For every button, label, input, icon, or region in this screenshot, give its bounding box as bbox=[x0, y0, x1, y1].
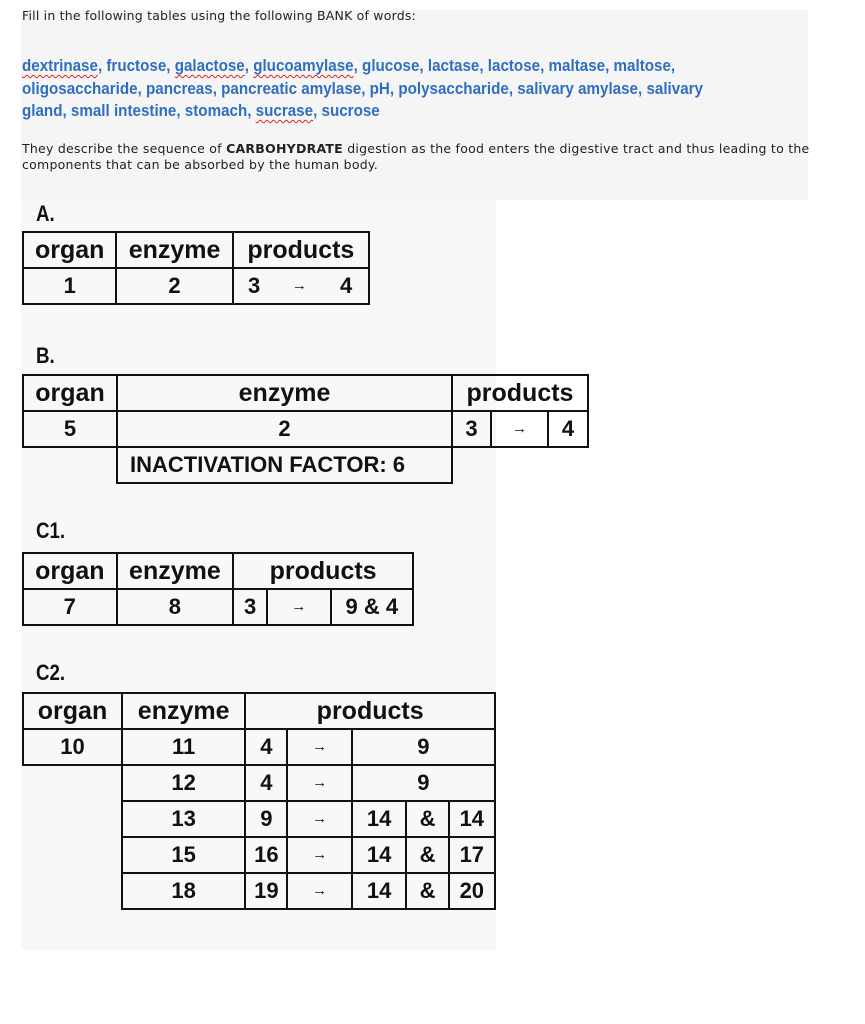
header-enzyme: enzyme bbox=[117, 375, 452, 411]
table-a-enzyme[interactable]: 2 bbox=[116, 268, 232, 304]
table-b-organ[interactable]: 5 bbox=[23, 411, 117, 447]
ampersand: & bbox=[406, 873, 448, 909]
table-c2-enzyme[interactable]: 13 bbox=[122, 801, 245, 837]
header-products: products bbox=[233, 553, 413, 589]
bank-word: oligosaccharide bbox=[22, 79, 138, 98]
table-a bbox=[22, 231, 370, 305]
bank-word: dextrinase bbox=[22, 57, 98, 75]
table-c1-to[interactable]: 9 & 4 bbox=[331, 589, 413, 625]
table-a-to[interactable]: 4 bbox=[324, 268, 369, 304]
bank-word: stomach bbox=[184, 102, 248, 120]
bank-word: maltase bbox=[548, 57, 606, 75]
arrow-icon: → bbox=[287, 801, 351, 837]
header-enzyme: enzyme bbox=[122, 693, 245, 729]
header-organ: organ bbox=[23, 553, 117, 589]
table-b-to[interactable]: 4 bbox=[548, 411, 588, 447]
bank-word: salivary gland bbox=[22, 79, 704, 120]
table-c1-from[interactable]: 3 bbox=[233, 589, 267, 625]
table-c2-from[interactable]: 16 bbox=[245, 837, 287, 873]
arrow-icon: → bbox=[491, 411, 548, 447]
table-c2-organ[interactable]: 10 bbox=[23, 729, 122, 765]
table-c2-from[interactable]: 19 bbox=[245, 873, 287, 909]
ampersand: & bbox=[406, 801, 448, 837]
bank-word: galactose bbox=[174, 57, 245, 75]
table-c2-label: C2. bbox=[36, 660, 66, 685]
arrow-icon: → bbox=[275, 268, 325, 304]
table-b-label: B. bbox=[36, 343, 55, 368]
header-products: products bbox=[233, 232, 369, 268]
bank-word: polysaccharide bbox=[398, 79, 509, 98]
table-a-organ[interactable]: 1 bbox=[23, 268, 116, 304]
table-c1-label: C1. bbox=[36, 518, 66, 543]
table-c2 bbox=[22, 692, 496, 910]
arrow-icon: → bbox=[267, 589, 331, 625]
bank-word: sucrose bbox=[321, 102, 380, 120]
bank-word: pH bbox=[369, 79, 390, 98]
header-enzyme: enzyme bbox=[117, 553, 234, 589]
table-b-from[interactable]: 3 bbox=[452, 411, 491, 447]
table-c2-enzyme[interactable]: 18 bbox=[122, 873, 245, 909]
bank-word: maltose bbox=[613, 57, 671, 75]
table-c2-to-b[interactable]: 17 bbox=[449, 837, 495, 873]
table-c2-to-b[interactable]: 20 bbox=[449, 873, 495, 909]
table-c1 bbox=[22, 552, 414, 626]
inactivation-factor[interactable]: INACTIVATION FACTOR: 6 bbox=[117, 447, 452, 483]
table-b-enzyme[interactable]: 2 bbox=[117, 411, 452, 447]
table-c2-to-a[interactable]: 14 bbox=[352, 801, 407, 837]
table-c2-to[interactable]: 9 bbox=[352, 765, 495, 801]
bank-word: lactase bbox=[427, 57, 480, 75]
description-before: They describe the sequence of bbox=[22, 141, 227, 156]
arrow-icon: → bbox=[287, 837, 351, 873]
table-a-label: A. bbox=[36, 201, 55, 226]
table-c2-from[interactable]: 4 bbox=[245, 765, 287, 801]
description-bold: CARBOHYDRATE bbox=[226, 141, 343, 156]
instruction-text: Fill in the following tables using the following BANK of words: bbox=[22, 8, 416, 23]
table-c2-from[interactable]: 9 bbox=[245, 801, 287, 837]
table-c2-to-a[interactable]: 14 bbox=[352, 837, 407, 873]
table-c2-to[interactable]: 9 bbox=[352, 729, 495, 765]
bank-word: small intestine bbox=[70, 102, 177, 120]
arrow-icon: → bbox=[287, 765, 351, 801]
header-organ: organ bbox=[23, 232, 116, 268]
arrow-icon: → bbox=[287, 873, 351, 909]
table-c1-enzyme[interactable]: 8 bbox=[117, 589, 234, 625]
header-organ: organ bbox=[23, 375, 117, 411]
arrow-icon: → bbox=[287, 729, 351, 765]
bank-word: fructose bbox=[106, 57, 167, 75]
word-bank: dextrinase, fructose, galactose, glucoamylase, glucose, lactase, lactose, maltase, maltose, oligosaccharide, pancreas, pancreatic amylase, pH, polysaccharide, salivary amylase, salivary gland, small intestine, stomach, sucrase, sucrose bbox=[22, 57, 704, 120]
table-b bbox=[22, 374, 589, 484]
table-c1-organ[interactable]: 7 bbox=[23, 589, 117, 625]
bank-word: pancreas bbox=[146, 79, 213, 98]
header-products: products bbox=[452, 375, 588, 411]
table-a-from[interactable]: 3 bbox=[233, 268, 275, 304]
bank-word: sucrase bbox=[255, 102, 314, 120]
bank-word: lactose bbox=[487, 57, 541, 75]
table-c2-enzyme[interactable]: 15 bbox=[122, 837, 245, 873]
header-products: products bbox=[245, 693, 495, 729]
table-c2-enzyme[interactable]: 12 bbox=[122, 765, 245, 801]
ampersand: & bbox=[406, 837, 448, 873]
header-organ: organ bbox=[23, 693, 122, 729]
header-enzyme: enzyme bbox=[116, 232, 232, 268]
description-text bbox=[22, 141, 812, 173]
bank-word: glucose bbox=[362, 57, 420, 75]
bank-word: pancreatic amylase bbox=[221, 79, 362, 98]
table-c2-enzyme[interactable]: 11 bbox=[122, 729, 245, 765]
table-c2-to-b[interactable]: 14 bbox=[449, 801, 495, 837]
table-c2-to-a[interactable]: 14 bbox=[352, 873, 407, 909]
table-c2-from[interactable]: 4 bbox=[245, 729, 287, 765]
bank-word: salivary amylase bbox=[517, 79, 639, 98]
description-after: digestion as the food enters the digestive tract and thus leading to the components that can be absorbed by the human body. bbox=[22, 141, 810, 172]
bank-word: glucoamylase bbox=[253, 57, 354, 75]
